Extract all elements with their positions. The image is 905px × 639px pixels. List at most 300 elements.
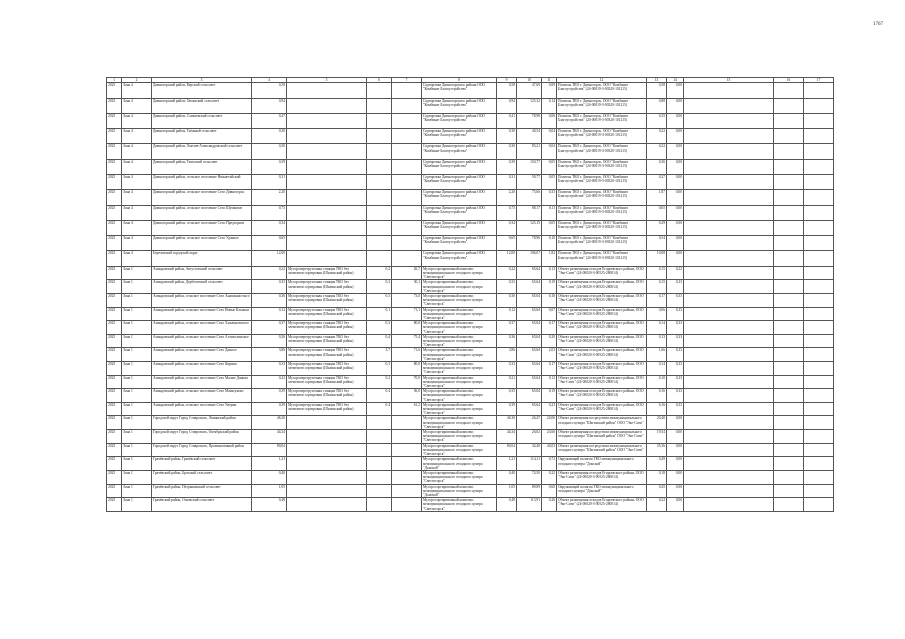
col17-cell: [804, 293, 834, 307]
utilized-mass-cell: 0,11: [542, 205, 557, 220]
zone-cell: Зона 1: [122, 280, 152, 294]
disposal-facility-cell: Полигон ТКО г. Дивногорск, ООО "Комбинат Благоустройства" (24-00019-З-00320-101215): [557, 190, 647, 205]
utilized-mass-cell: 0,26: [542, 498, 557, 512]
sorting-distance-cell: 78,96: [517, 236, 542, 251]
transfer-distance-cell: [392, 220, 422, 235]
year-cell: 2025: [107, 190, 122, 205]
disposal-distance-cell: 0,00: [667, 251, 684, 266]
transfer-mass-cell: 0,4: [367, 334, 392, 348]
mass-generated-cell: 12,00: [252, 251, 287, 266]
table-row: [107, 220, 834, 235]
disposal-facility-cell: Окружающий полигон ТКО межмуниципального отходного центра "Донской": [557, 457, 647, 471]
table-row: [107, 498, 834, 512]
col16-cell: [774, 220, 804, 235]
disposal-facility-cell: Объект размещения отходов Егорьевского района, ООО "Эко-Сити" (24-00020-З-00525-280014): [557, 280, 647, 294]
disposal-distance-cell: 0,00: [667, 205, 684, 220]
municipality-cell: Амандовский район, сельское поселение Село Данило: [152, 348, 252, 362]
sorting-distance-cell: 65,64: [517, 362, 542, 376]
disposal-mass-cell: 0,18: [647, 470, 667, 484]
sorting-distance-cell: 47,69: [517, 83, 542, 98]
zone-cell: Зона 4: [122, 98, 152, 113]
col16-cell: [774, 334, 804, 348]
header-cell: 17: [804, 78, 834, 83]
year-cell: 2025: [107, 430, 122, 444]
col16-cell: [774, 498, 804, 512]
header-cell: 2: [122, 78, 152, 83]
zone-cell: Зона 1: [122, 321, 152, 335]
sorting-facility-cell: Мусоросортировочный комплекс межмуниципального отходного центра "Светлогорск": [422, 402, 497, 416]
sorting-mass-cell: 0,33: [497, 280, 517, 294]
transfer-mass-cell: 0,3: [367, 280, 392, 294]
transfer-station-cell: Мусороперегрузочная станция ТКО без элементов сортировки (Шалинский район): [287, 348, 367, 362]
mass-generated-cell: 0,58: [252, 83, 287, 98]
col16-cell: [774, 375, 804, 389]
mass-generated-cell: 1,21: [252, 457, 287, 471]
transfer-station-cell: Мусороперегрузочная станция ТКО без элементов сортировки (Шалинский район): [287, 362, 367, 376]
sorting-distance-cell: 106,07: [517, 251, 542, 266]
utilized-mass-cell: 2,03: [542, 348, 557, 362]
col16-cell: [774, 236, 804, 251]
municipality-cell: Дивногорский район, сельское поселение Село Шумковое: [152, 205, 252, 220]
mass-generated-cell: 0,22: [252, 266, 287, 280]
header-cell: 15: [684, 78, 774, 83]
disposal-mass-cell: 0,22: [647, 129, 667, 144]
utilized-mass-cell: 23,66: [542, 430, 557, 444]
sorting-distance-cell: 125,32: [517, 98, 542, 113]
sorting-facility-cell: Мусоросортировочный комплекс межмуниципального отходного центра "Светлогорск": [422, 416, 497, 430]
mass-generated-cell: 80,04: [252, 443, 287, 457]
waste-flow-table: [106, 77, 834, 512]
transfer-mass-cell: [367, 251, 392, 266]
table-row: [107, 457, 834, 471]
header-cell: 11: [542, 78, 557, 83]
disposal-distance-cell: 0,00: [667, 159, 684, 174]
transfer-distance-cell: [392, 190, 422, 205]
transfer-station-cell: [287, 236, 367, 251]
mass-generated-cell: 0,12: [252, 307, 287, 321]
mass-generated-cell: 0,30: [252, 129, 287, 144]
zone-cell: Зона 4: [122, 83, 152, 98]
col15-cell: [684, 321, 774, 335]
sorting-facility-cell: Мусоросортировочный комплекс межмуниципального отходного центра "Светлогорск": [422, 375, 497, 389]
sorting-facility-cell: Мусоросортировочный комплекс межмуниципального отходного центра "Светлогорск": [422, 443, 497, 457]
header-cell: 7: [392, 78, 422, 83]
sorting-distance-cell: 85,21: [517, 144, 542, 159]
col15-cell: [684, 113, 774, 128]
header-cell: 10: [517, 78, 542, 83]
table-row: [107, 416, 834, 430]
col17-cell: [804, 362, 834, 376]
year-cell: 2025: [107, 266, 122, 280]
municipality-cell: Грачёвский район, Грачёвский сельсовет: [152, 457, 252, 471]
sorting-mass-cell: 0,39: [497, 402, 517, 416]
page-number: 1767: [873, 22, 883, 27]
header-cell: 6: [367, 78, 392, 83]
mass-generated-cell: 0,94: [252, 98, 287, 113]
col15-cell: [684, 348, 774, 362]
transfer-station-cell: [287, 498, 367, 512]
sorting-distance-cell: 26,47: [517, 416, 542, 430]
transfer-mass-cell: 3,7: [367, 348, 392, 362]
sorting-facility-cell: Сортировка Дивногорского района ООО "Комбинат Благоустройства": [422, 174, 497, 189]
disposal-mass-cell: 0,65: [647, 205, 667, 220]
disposal-facility-cell: Объект размещения отходов Егорьевского района, ООО "Эко-Сити" (24-00020-З-00525-280014): [557, 334, 647, 348]
col17-cell: [804, 402, 834, 416]
utilized-mass-cell: 0,19: [542, 280, 557, 294]
transfer-distance-cell: 73,0: [392, 293, 422, 307]
utilized-mass-cell: 0,05: [542, 174, 557, 189]
sorting-facility-cell: Мусоросортировочный комплекс межмуниципального отходного центра "Светлогорск": [422, 266, 497, 280]
transfer-station-cell: [287, 457, 367, 471]
col17-cell: [804, 348, 834, 362]
utilized-mass-cell: 0,16: [542, 293, 557, 307]
disposal-distance-cell: 0,33: [667, 307, 684, 321]
year-cell: 2025: [107, 251, 122, 266]
disposal-distance-cell: 0,00: [667, 174, 684, 189]
col16-cell: [774, 98, 804, 113]
col16-cell: [774, 205, 804, 220]
transfer-distance-cell: 71,1: [392, 307, 422, 321]
year-cell: 2025: [107, 498, 122, 512]
disposal-facility-cell: Объект размещения отходов Егорьевского района, ООО "Эко-Сити" (24-00020-З-00525-280014): [557, 293, 647, 307]
col15-cell: [684, 293, 774, 307]
header-cell: 16: [774, 78, 804, 83]
disposal-mass-cell: 0,22: [647, 144, 667, 159]
col15-cell: [684, 129, 774, 144]
transfer-mass-cell: [367, 457, 392, 471]
col17-cell: [804, 113, 834, 128]
municipality-cell: Амандовский район, Дербетовский сельсовет: [152, 280, 252, 294]
sorting-distance-cell: 26,02: [517, 430, 542, 444]
municipality-cell: Городской округ Город Ставрополь, Октябрьский район: [152, 430, 252, 444]
col17-cell: [804, 416, 834, 430]
year-cell: 2025: [107, 484, 122, 498]
municipality-cell: Дивногорский район, Хмелев-Александровский сельсовет: [152, 144, 252, 159]
transfer-mass-cell: [367, 484, 392, 498]
year-cell: 2025: [107, 220, 122, 235]
municipality-cell: Дивногорский район, Тюльский сельсовет: [152, 159, 252, 174]
municipality-cell: Дивногорский район, Таёжный сельсовет: [152, 129, 252, 144]
utilized-mass-cell: 0,10: [542, 236, 557, 251]
disposal-mass-cell: 19,54: [647, 430, 667, 444]
transfer-station-cell: Мусороперегрузочная станция ТКО без элементов сортировки (Шалинский район): [287, 402, 367, 416]
transfer-distance-cell: 56,0: [392, 389, 422, 403]
col16-cell: [774, 443, 804, 457]
sorting-mass-cell: 0,48: [497, 498, 517, 512]
utilized-mass-cell: 0,07: [542, 307, 557, 321]
transfer-mass-cell: [367, 174, 392, 189]
disposal-mass-cell: 0,22: [647, 498, 667, 512]
sorting-facility-cell: Мусоросортировочный комплекс межмуниципального отходного центра "Светлогорск": [422, 498, 497, 512]
sorting-mass-cell: 44,34: [497, 430, 517, 444]
municipality-cell: Дивногорский район, сельское поселение Село Дивногорск: [152, 190, 252, 205]
col16-cell: [774, 321, 804, 335]
col17-cell: [804, 375, 834, 389]
utilized-mass-cell: 0,14: [542, 98, 557, 113]
transfer-mass-cell: [367, 220, 392, 235]
disposal-facility-cell: Полигон ТКО г. Дивногорск, ООО "Комбинат Благоустройства" (24-00019-З-00320-101215): [557, 129, 647, 144]
municipality-cell: Амандовский район, сельское поселение Село Анашкинсельсо: [152, 293, 252, 307]
transfer-distance-cell: [392, 236, 422, 251]
mass-generated-cell: 0,40: [252, 470, 287, 484]
mass-generated-cell: 0,34: [252, 220, 287, 235]
transfer-mass-cell: [367, 236, 392, 251]
mass-generated-cell: 0,75: [252, 205, 287, 220]
sorting-mass-cell: 0,30: [497, 144, 517, 159]
zone-cell: Зона 1: [122, 470, 152, 484]
col17-cell: [804, 144, 834, 159]
sorting-mass-cell: 1,05: [497, 484, 517, 498]
disposal-distance-cell: 0,33: [667, 293, 684, 307]
transfer-distance-cell: [392, 457, 422, 471]
mass-generated-cell: 0,39: [252, 389, 287, 403]
municipality-cell: Дивногорский район, Овсянский сельсовет: [152, 98, 252, 113]
col17-cell: [804, 98, 834, 113]
disposal-distance-cell: 0,00: [667, 144, 684, 159]
transfer-distance-cell: [392, 113, 422, 128]
sorting-facility-cell: Сортировка Дивногорского района ООО "Комбинат Благоустройства": [422, 220, 497, 235]
table-row: [107, 144, 834, 159]
transfer-distance-cell: 80,8: [392, 321, 422, 335]
disposal-facility-cell: Объект размещения отходов Егорьевского района, ООО "Эко-Сити" (24-00020-З-00525-280014): [557, 266, 647, 280]
transfer-distance-cell: 26,7: [392, 266, 422, 280]
municipality-cell: Амандовский район, Августовский сельсовет: [152, 266, 252, 280]
disposal-facility-cell: Объект размещения отходов Егорьевского района, ООО "Эко-Сити" (24-00020-З-00525-280014): [557, 389, 647, 403]
municipality-cell: Амандовский район, сельское поселение Село Малые Данила: [152, 375, 252, 389]
disposal-distance-cell: 0,00: [667, 113, 684, 128]
utilized-mass-cell: 0,17: [542, 362, 557, 376]
col17-cell: [804, 159, 834, 174]
disposal-facility-cell: Полигон ТКО г. Дивногорск, ООО "Комбинат Благоустройства" (24-00019-З-00320-101215): [557, 251, 647, 266]
col16-cell: [774, 266, 804, 280]
col17-cell: [804, 220, 834, 235]
sorting-facility-cell: Мусоросортировочный комплекс межмуниципального отходного центра "Донской": [422, 457, 497, 471]
zone-cell: Зона 1: [122, 484, 152, 498]
zone-cell: Зона 1: [122, 362, 152, 376]
transfer-distance-cell: [392, 498, 422, 512]
transfer-distance-cell: [392, 416, 422, 430]
disposal-facility-cell: Объект размещения посредством межмуниципального отходного центра "Шагинский район" ООО "Эко-Сити": [557, 443, 647, 457]
utilized-mass-cell: 0,13: [542, 266, 557, 280]
zone-cell: Зона 4: [122, 159, 152, 174]
year-cell: 2025: [107, 334, 122, 348]
sorting-facility-cell: Сортировка Дивногорского района ООО "Комбинат Благоустройства": [422, 190, 497, 205]
transfer-mass-cell: [367, 498, 392, 512]
sorting-mass-cell: 0,40: [497, 470, 517, 484]
col17-cell: [804, 266, 834, 280]
disposal-distance-cell: 0,33: [667, 321, 684, 335]
zone-cell: Зона 4: [122, 251, 152, 266]
mass-generated-cell: 0,36: [252, 334, 287, 348]
disposal-facility-cell: Полигон ТКО г. Дивногорск, ООО "Комбинат Благоустройства" (24-00019-З-00320-101215): [557, 159, 647, 174]
disposal-facility-cell: Объект размещения отходов Егорьевского района, ООО "Эко-Сити" (24-00020-З-00525-280014): [557, 402, 647, 416]
zone-cell: Зона 4: [122, 220, 152, 235]
year-cell: 2025: [107, 174, 122, 189]
transfer-distance-cell: 61,2: [392, 402, 422, 416]
municipality-cell: Городской округ Город Ставрополь, Ленинский район: [152, 416, 252, 430]
mass-generated-cell: 0,39: [252, 402, 287, 416]
transfer-station-cell: [287, 484, 367, 498]
col17-cell: [804, 280, 834, 294]
disposal-mass-cell: 0,45: [647, 484, 667, 498]
transfer-distance-cell: [392, 251, 422, 266]
table-row: [107, 205, 834, 220]
col17-cell: [804, 174, 834, 189]
transfer-distance-cell: 75,4: [392, 334, 422, 348]
sorting-facility-cell: Мусоросортировочный комплекс межмуниципального отходного центра "Светлогорск": [422, 321, 497, 335]
municipality-cell: Амандовский район, сельское поселение Село Маньтуково: [152, 389, 252, 403]
disposal-facility-cell: Объект размещения отходов Егорьевского района, ООО "Эко-Сити" (24-00020-З-00525-280014): [557, 321, 647, 335]
col17-cell: [804, 470, 834, 484]
col16-cell: [774, 348, 804, 362]
disposal-mass-cell: 0,58: [647, 83, 667, 98]
sorting-distance-cell: 65,64: [517, 334, 542, 348]
col15-cell: [684, 498, 774, 512]
table-row: [107, 484, 834, 498]
utilized-mass-cell: 0,06: [542, 113, 557, 128]
sorting-facility-cell: Мусоросортировочный комплекс межмуниципального отходного центра "Светлогорск": [422, 334, 497, 348]
mass-generated-cell: 0,39: [252, 159, 287, 174]
table-row: [107, 236, 834, 251]
mass-generated-cell: 46,30: [252, 416, 287, 430]
transfer-station-cell: Мусороперегрузочная станция ТКО без элементов сортировки (Шалинский район): [287, 280, 367, 294]
transfer-station-cell: Мусороперегрузочная станция ТКО без элементов сортировки (Шалинский район): [287, 293, 367, 307]
table-row: [107, 362, 834, 376]
mass-generated-cell: 0,47: [252, 113, 287, 128]
sorting-distance-cell: 50,77: [517, 174, 542, 189]
transfer-station-cell: [287, 113, 367, 128]
sorting-facility-cell: Мусоросортировочный комплекс межмуниципального отходного центра "Светлогорск": [422, 362, 497, 376]
table-row: [107, 190, 834, 205]
transfer-station-cell: [287, 190, 367, 205]
table-row: [107, 266, 834, 280]
mass-generated-cell: 44,34: [252, 430, 287, 444]
sorting-mass-cell: 0,36: [497, 334, 517, 348]
utilized-mass-cell: 0,09: [542, 83, 557, 98]
transfer-station-cell: Мусороперегрузочная станция ТКО без элементов сортировки (Шалинский район): [287, 266, 367, 280]
sorting-mass-cell: 0,39: [497, 159, 517, 174]
transfer-mass-cell: [367, 159, 392, 174]
disposal-distance-cell: 0,00: [667, 416, 684, 430]
col17-cell: [804, 190, 834, 205]
header-cell: 13: [647, 78, 667, 83]
transfer-distance-cell: [392, 159, 422, 174]
sorting-mass-cell: 0,21: [497, 375, 517, 389]
sorting-mass-cell: 0,41: [497, 113, 517, 128]
table-row: [107, 280, 834, 294]
disposal-facility-cell: Полигон ТКО г. Дивногорск, ООО "Комбинат Благоустройства" (24-00019-З-00320-101215): [557, 220, 647, 235]
transfer-station-cell: Мусороперегрузочная станция ТКО без элементов сортировки (Шалинский район): [287, 334, 367, 348]
disposal-distance-cell: 0,00: [667, 190, 684, 205]
utilized-mass-cell: 0,72: [542, 457, 557, 471]
year-cell: 2025: [107, 205, 122, 220]
disposal-mass-cell: 0,14: [647, 321, 667, 335]
disposal-mass-cell: 35,36: [647, 443, 667, 457]
zone-cell: Зона 4: [122, 205, 152, 220]
transfer-mass-cell: [367, 129, 392, 144]
transfer-mass-cell: 0,4: [367, 402, 392, 416]
year-cell: 2025: [107, 362, 122, 376]
utilized-mass-cell: 0,19: [542, 389, 557, 403]
col15-cell: [684, 416, 774, 430]
disposal-mass-cell: 0,15: [647, 266, 667, 280]
transfer-distance-cell: [392, 98, 422, 113]
col15-cell: [684, 205, 774, 220]
disposal-facility-cell: Объект размещения посредством межмуниципального отходного центра "Шагинский район" ООО "Эко-Сити": [557, 416, 647, 430]
transfer-station-cell: [287, 129, 367, 144]
disposal-facility-cell: Окружающий полигон ТКО межмуниципального отходного центра "Донской": [557, 484, 647, 498]
col15-cell: [684, 457, 774, 471]
table-row: [107, 389, 834, 403]
sorting-facility-cell: Мусоросортировочный комплекс межмуниципального отходного центра "Светлогорск": [422, 470, 497, 484]
zone-cell: Зона 1: [122, 443, 152, 457]
year-cell: 2025: [107, 129, 122, 144]
transfer-mass-cell: 0,3: [367, 293, 392, 307]
disposal-distance-cell: 0,33: [667, 334, 684, 348]
municipality-cell: Амандовский район, сельское поселение Село Новые Клыжки: [152, 307, 252, 321]
disposal-facility-cell: Полигон ТКО г. Дивногорск, ООО "Комбинат Благоустройства" (24-00019-З-00320-101215): [557, 174, 647, 189]
col15-cell: [684, 362, 774, 376]
header-cell: 12: [557, 78, 647, 83]
sorting-facility-cell: Мусоросортировочный комплекс межмуниципального отходного центра "Светлогорск": [422, 430, 497, 444]
year-cell: 2025: [107, 113, 122, 128]
transfer-mass-cell: 0,3: [367, 321, 392, 335]
col17-cell: [804, 389, 834, 403]
disposal-distance-cell: 0,00: [667, 83, 684, 98]
transfer-station-cell: [287, 98, 367, 113]
col16-cell: [774, 470, 804, 484]
disposal-distance-cell: 0,33: [667, 362, 684, 376]
disposal-facility-cell: Полигон ТКО г. Дивногорск, ООО "Комбинат Благоустройства" (24-00019-З-00320-101215): [557, 236, 647, 251]
year-cell: 2025: [107, 236, 122, 251]
table-row: [107, 443, 834, 457]
disposal-mass-cell: 0,35: [647, 113, 667, 128]
utilized-mass-cell: 24,06: [542, 416, 557, 430]
sorting-facility-cell: Сортировка Дивногорского района ООО "Комбинат Благоустройства": [422, 205, 497, 220]
transfer-mass-cell: 0,4: [367, 389, 392, 403]
col15-cell: [684, 144, 774, 159]
table-row: [107, 348, 834, 362]
zone-cell: Зона 4: [122, 236, 152, 251]
transfer-distance-cell: [392, 443, 422, 457]
header-cell: 9: [497, 78, 517, 83]
transfer-station-cell: [287, 251, 367, 266]
transfer-distance-cell: [392, 129, 422, 144]
table-row: [107, 98, 834, 113]
sorting-facility-cell: Мусоросортировочный комплекс межмуниципального отходного центра "Светлогорск": [422, 389, 497, 403]
disposal-facility-cell: Объект размещения отходов Егорьевского района, ООО "Эко-Сити" (24-00020-З-00525-280014): [557, 375, 647, 389]
col15-cell: [684, 83, 774, 98]
disposal-mass-cell: 1,66: [647, 348, 667, 362]
transfer-distance-cell: [392, 83, 422, 98]
col15-cell: [684, 98, 774, 113]
disposal-distance-cell: 0,00: [667, 484, 684, 498]
disposal-distance-cell: 0,00: [667, 430, 684, 444]
disposal-distance-cell: 0,33: [667, 348, 684, 362]
col16-cell: [774, 113, 804, 128]
col16-cell: [774, 83, 804, 98]
sorting-mass-cell: 0,37: [497, 321, 517, 335]
col17-cell: [804, 129, 834, 144]
year-cell: 2025: [107, 389, 122, 403]
utilized-mass-cell: 0,04: [542, 129, 557, 144]
disposal-facility-cell: Полигон ТКО г. Дивногорск, ООО "Комбинат Благоустройства" (24-00019-З-00320-101215): [557, 205, 647, 220]
disposal-distance-cell: 0,00: [667, 129, 684, 144]
disposal-mass-cell: 0,88: [647, 98, 667, 113]
disposal-distance-cell: 0,33: [667, 375, 684, 389]
col17-cell: [804, 236, 834, 251]
col16-cell: [774, 457, 804, 471]
